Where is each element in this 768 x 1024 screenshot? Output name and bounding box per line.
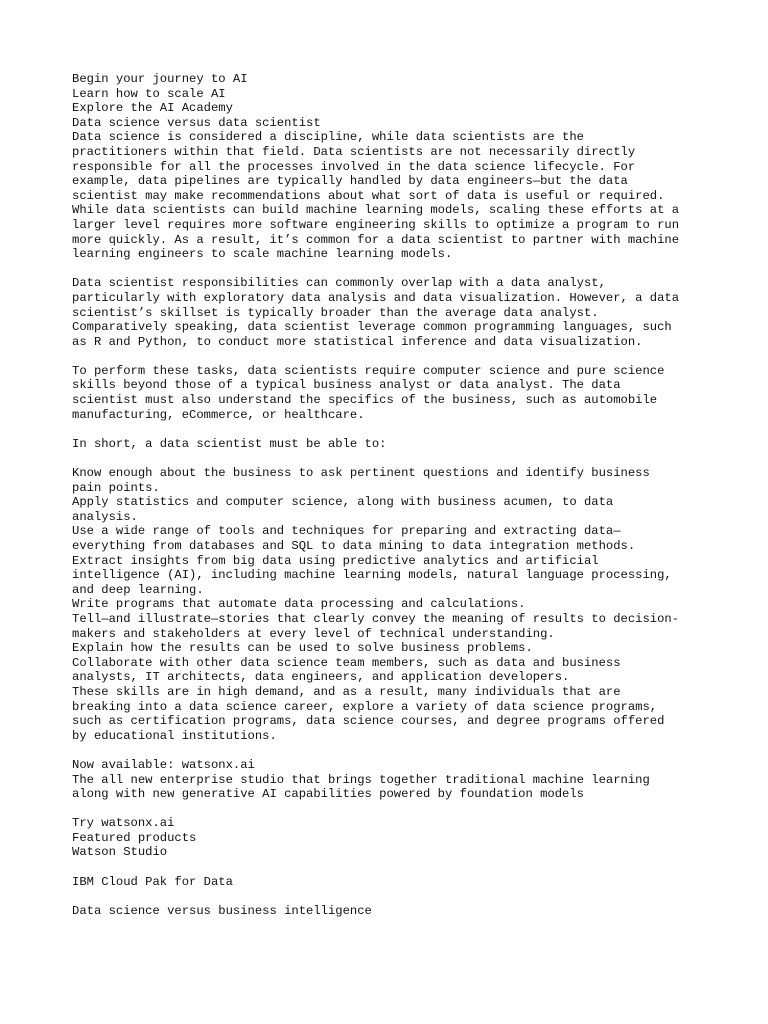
list-item-line: breaking into a data science career, explore a variety of data science programs,: [72, 699, 658, 714]
list-item-line: Apply statistics and computer science, along with business acumen, to data: [72, 495, 614, 510]
list-item-line: Extract insights from big data using predictive analytics and artificial: [72, 553, 599, 568]
spacer: [72, 349, 712, 364]
promo-line: The all new enterprise studio that brings together traditional machine learning: [72, 772, 650, 787]
list-item-line: analysts, IT architects, data engineers, and application developers.: [72, 670, 570, 685]
promo-title: Now available: watsonx.ai: [72, 757, 255, 772]
list-item-line: everything from databases and SQL to data mining to data integration methods.: [72, 539, 636, 553]
spacer: [72, 860, 712, 875]
paragraph-2-line: Comparatively speaking, data scientist leverage common programming languages, such: [72, 320, 672, 335]
product-watson-studio-link[interactable]: Watson Studio: [72, 845, 168, 860]
list-item-line: makers and stakeholders at every level of technical understanding.: [72, 626, 555, 641]
next-section-heading: Data science versus business intelligence: [72, 903, 372, 918]
paragraph-1-line: learning engineers to scale machine learning models.: [72, 247, 453, 262]
paragraph-1-line: responsible for all the processes involved in the data science lifecycle. For: [72, 159, 636, 174]
list-item-line: and deep learning.: [72, 582, 204, 597]
list-item-line: These skills are in high demand, and as a result, many individuals that are: [72, 684, 621, 699]
paragraph-1-line: scientist may make recommendations about what sort of data is useful or required.: [72, 188, 665, 203]
list-item-line: by educational institutions.: [72, 728, 277, 743]
paragraph-2-line: scientist’s skillset is typically broader than the average data analyst.: [72, 305, 599, 320]
paragraph-3-line: scientist must also understand the specifics of the business, such as automobile: [72, 393, 658, 408]
paragraph-2-line: Data scientist responsibilities can commonly overlap with a data analyst,: [72, 276, 606, 291]
list-item-line: pain points.: [72, 480, 160, 495]
link-scale-ai[interactable]: Learn how to scale AI: [72, 86, 226, 101]
list-item-line: Tell—and illustrate—stories that clearly convey the meaning of results to decision-: [72, 611, 680, 626]
paragraph-3-line: To perform these tasks, data scientists require computer science and pure science: [72, 363, 665, 378]
product-cloud-pak-link[interactable]: IBM Cloud Pak for Data: [72, 874, 233, 889]
list-item-line: Write programs that automate data processing and calculations.: [72, 597, 526, 612]
promo-line: along with new generative AI capabilities powered by foundation models: [72, 787, 584, 802]
spacer: [72, 451, 712, 466]
spacer: [72, 802, 712, 817]
featured-products-label: Featured products: [72, 830, 197, 845]
spacer: [72, 889, 712, 904]
list-item-line: Know enough about the business to ask pertinent questions and identify business: [72, 466, 650, 481]
paragraph-2-line: particularly with exploratory data analysis and data visualization. However, a data: [72, 290, 680, 305]
spacer: [72, 743, 712, 758]
paragraph-1-line: While data scientists can build machine learning models, scaling these efforts at a: [72, 203, 680, 218]
section-heading: Data science versus data scientist: [72, 115, 321, 130]
list-intro: In short, a data scientist must be able to:: [72, 436, 387, 451]
list-item-line: Use a wide range of tools and techniques for preparing and extracting data—: [72, 524, 621, 539]
list-item-line: Collaborate with other data science team members, such as data and business: [72, 655, 621, 670]
list-item-line: analysis.: [72, 509, 138, 524]
link-begin-journey[interactable]: Begin your journey to AI: [72, 72, 248, 86]
list-item-line: intelligence (AI), including machine learning models, natural language processing,: [72, 568, 672, 583]
list-item-line: Explain how the results can be used to solve business problems.: [72, 641, 533, 656]
link-ai-academy[interactable]: Explore the AI Academy: [72, 101, 233, 116]
paragraph-1-line: example, data pipelines are typically handled by data engineers—but the data: [72, 174, 628, 189]
paragraph-2-line: as R and Python, to conduct more statistical inference and data visualization.: [72, 334, 643, 349]
list-item-line: such as certification programs, data science courses, and degree programs offered: [72, 714, 665, 729]
paragraph-1-line: practitioners within that field. Data scientists are not necessarily directly: [72, 144, 636, 159]
paragraph-1-line: larger level requires more software engineering skills to optimize a program to run: [72, 217, 680, 232]
try-watsonx-link[interactable]: Try watsonx.ai: [72, 816, 175, 831]
paragraph-3-line: manufacturing, eCommerce, or healthcare.: [72, 407, 365, 422]
document-body: [72, 72, 712, 918]
spacer: [72, 422, 712, 437]
spacer: [72, 262, 712, 277]
paragraph-3-line: skills beyond those of a typical business analyst or data analyst. The data: [72, 378, 621, 393]
paragraph-1-line: Data science is considered a discipline, while data scientists are the: [72, 130, 584, 145]
paragraph-1-line: more quickly. As a result, it’s common for a data scientist to partner with machine: [72, 232, 680, 247]
